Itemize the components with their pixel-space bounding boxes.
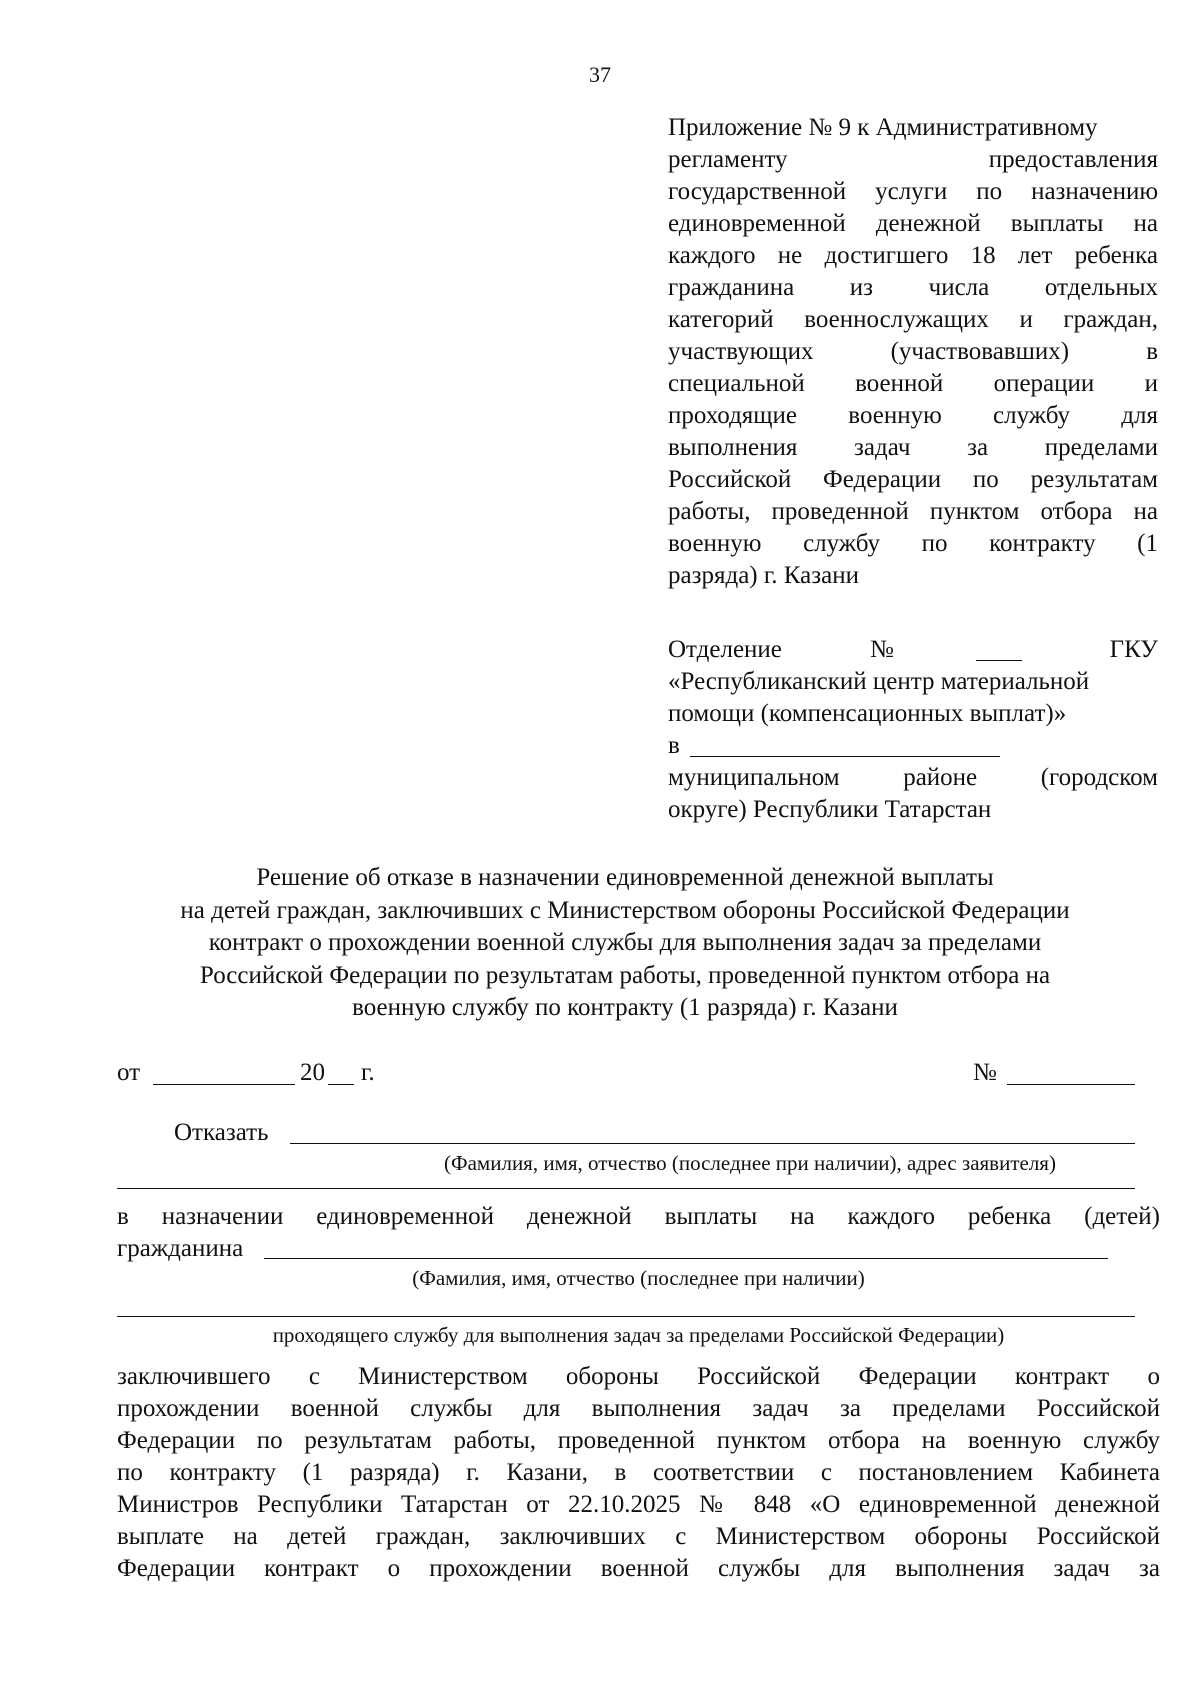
addressee-line: «Республиканский центр материальной: [668, 668, 1090, 695]
title-line: Решение об отказе в назначении единовременной денежной выплаты: [256, 864, 994, 891]
citizen-blank[interactable]: [264, 1258, 1108, 1259]
appendix-line: Российской Федерации по результатам: [668, 466, 1158, 493]
appendix-line: Приложение № 9 к Административному: [668, 114, 1098, 141]
number-blank[interactable]: [1007, 1084, 1135, 1085]
appendix-line: специальной военной операции и: [668, 370, 1158, 397]
applicant-blank[interactable]: [290, 1143, 1135, 1144]
body-line: Федерации по результатам работы, проведенной пунктом отбора на военную службу: [117, 1427, 1160, 1454]
body-line: Федерации контракт о прохождении военной службы для выполнения задач за: [117, 1555, 1160, 1582]
addressee-line: муниципальном районе (городском: [668, 764, 1158, 791]
addressee-line: помощи (компенсационных выплат)»: [668, 700, 1067, 727]
addressee-department: Отделение: [668, 636, 782, 663]
title-line: Российской Федерации по результатам работы, проведенной пунктом отбора на: [199, 961, 1051, 989]
addressee-number-sign: №: [870, 636, 894, 663]
citizen-blank-line2[interactable]: [117, 1316, 1135, 1317]
title-line: на детей граждан, заключивших с Министерством обороны Российской Федерации: [180, 896, 1070, 924]
refuse-label: Отказать: [174, 1119, 269, 1146]
department-number-blank[interactable]: [976, 660, 1022, 661]
appendix-line: регламенту предоставления: [668, 146, 1158, 173]
body-line: заключившего с Министерством обороны Российской Федерации контракт о: [117, 1363, 1160, 1390]
body-line: Министров Республики Татарстан от 22.10.2025 № 848 «О единовременной денежной: [117, 1491, 1160, 1518]
appendix-line: военную службу по контракту (1: [668, 530, 1158, 557]
addressee-line1: [668, 634, 1158, 666]
date-year-prefix: 20: [300, 1059, 325, 1086]
assign-line: в назначении единовременной денежной выплаты на каждого ребенка (детей): [117, 1203, 1160, 1230]
title-line: контракт о прохождении военной службы для выполнения задач за пределами: [208, 929, 1042, 956]
body-line: выплате на детей граждан, заключивших с Министерством обороны Российской: [117, 1523, 1160, 1550]
appendix-line: государственной услуги по назначению: [668, 178, 1158, 205]
body-line: прохождении военной службы для выполнения задач за пределами Российской: [117, 1395, 1160, 1422]
citizen-caption: (Фамилия, имя, отчество (последнее при наличии): [412, 1266, 865, 1290]
appendix-line: единовременной денежной выплаты на: [668, 210, 1158, 237]
municipality-blank[interactable]: [690, 756, 1000, 757]
date-from-label: от: [117, 1059, 141, 1086]
year-blank[interactable]: [328, 1084, 354, 1085]
appendix-heading: [668, 112, 1158, 592]
assign-block: [117, 1201, 1160, 1233]
appendix-line: работы, проведенной пунктом отбора на: [668, 498, 1158, 525]
date-row: [117, 1057, 1160, 1089]
addressee-block: [668, 634, 1158, 826]
appendix-line: категорий военнослужащих и граждан,: [668, 306, 1158, 333]
appendix-line: выполнения задач за пределами: [668, 434, 1158, 461]
applicant-blank-line2[interactable]: [117, 1188, 1135, 1189]
addressee-in: в: [668, 732, 680, 759]
title-line: военную службу по контракту (1 разряда) г. Казани: [352, 994, 898, 1021]
page-number: 37: [589, 62, 611, 87]
number-label: №: [973, 1059, 997, 1086]
applicant-caption: (Фамилия, имя, отчество (последнее при наличии), адрес заявителя): [444, 1151, 1056, 1175]
assign-citizen-label: гражданина: [117, 1235, 244, 1262]
body-paragraph: [117, 1361, 1160, 1585]
body-line: по контракту (1 разряда) г. Казани, в соответствии с постановлением Кабинета: [117, 1459, 1160, 1486]
date-blank[interactable]: [153, 1084, 295, 1085]
appendix-line: участвующих (участвовавших) в: [668, 338, 1158, 365]
appendix-line: гражданина из числа отдельных: [668, 274, 1158, 301]
appendix-line: разряда) г. Казани: [668, 562, 859, 589]
appendix-line: проходящие военную службу для: [668, 402, 1158, 429]
citizen-caption-2: проходящего службу для выполнения задач за пределами Российской Федерации): [272, 1323, 1005, 1347]
date-g-label: г.: [361, 1059, 375, 1086]
addressee-gku: ГКУ: [1109, 636, 1158, 663]
addressee-line: округе) Республики Татарстан: [668, 796, 992, 823]
addressee-line4: [668, 730, 1158, 762]
appendix-line: каждого не достигшего 18 лет ребенка: [668, 242, 1158, 269]
decision-title: [100, 862, 1150, 1025]
